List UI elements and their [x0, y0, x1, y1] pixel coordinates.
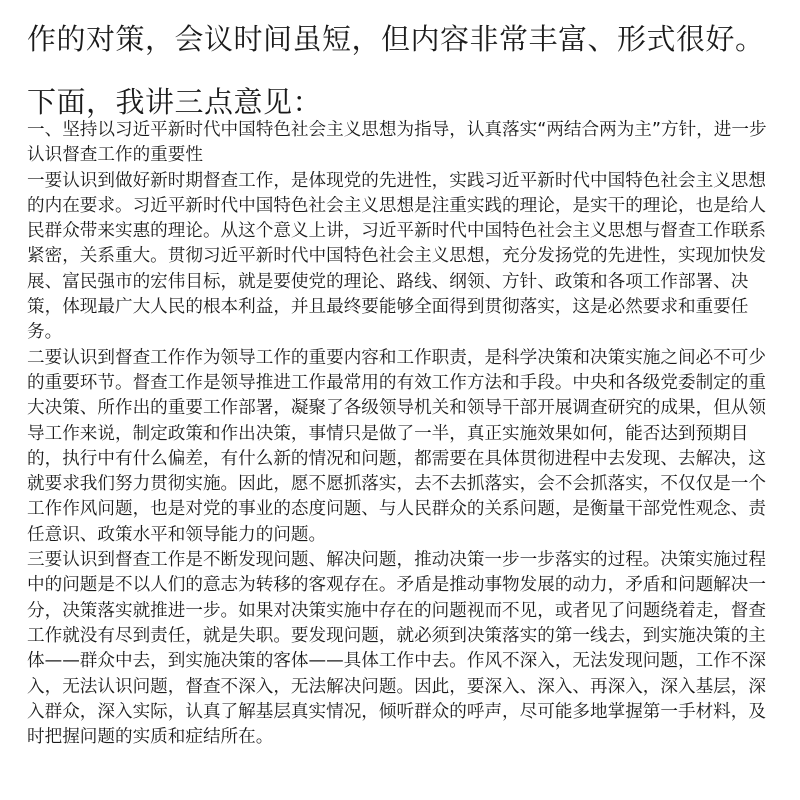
- section-heading-1: 一、坚持以习近平新时代中国特色社会主义思想为指导，认真落实“两结合两为主”方针，进一步认识督查工作的重要性: [27, 120, 767, 166]
- intro-text: 作的对策，会议时间虽短，但内容非常丰富、形式很好。下面，我讲三点意见：: [27, 22, 765, 119]
- paragraph-3: 三要认识到督查工作是不断发现问题、解决问题，推动决策一步一步落实的过程。决策实施过程中的问题是不以人们的意志为转移的客观存在。矛盾是推动事物发展的动力，矛盾和问题解决一分，决策落实就推进一步。如果对决策实施中存在的问题视而不见，或者见了问题绕着走，督查工作就没有尽到责任，就是失职。要发现问题，就必须到决策落实的第一线去，到实施决策的主体——群众中去，到实施决策的客体——具体工作中去。作风不深入，无法发现问题，工作不深入，无法认识问题，督查不深入，无法解决问题。因此，要深入、深入、再深入，深入基层，深入群众，深入实际，认真了解基层真实情况，倾听群众的呼声，尽可能多地掌握第一手材料，及时把握问题的实质和症结所在。: [27, 550, 766, 748]
- document-body: [27, 118, 783, 750]
- paragraph-1: 一要认识到做好新时期督查工作，是体现党的先进性，实践习近平新时代中国特色社会主义思想的内在要求。习近平新时代中国特色社会主义思想是注重实践的理论，是实干的理论，也是给人民群众带来实惠的理论。从这个意义上讲，习近平新时代中国特色社会主义思想与督查工作联系紧密，关系重大。贯彻习近平新时代中国特色社会主义思想，充分发扬党的先进性，实现加快发展、富民强市的宏伟目标，就是要使党的理论、路线、纲领、方针、政策和各项工作部署、决策，体现最广大人民的根本利益，并且最终要能够全面得到贯彻落实，这是必然要求和重要任务。: [27, 170, 766, 343]
- paragraph-2: 二要认识到督查工作作为领导工作的重要内容和工作职责，是科学决策和决策实施之间必不可少的重要环节。督查工作是领导推进工作最常用的有效工作方法和手段。中央和各级党委制定的重大决策、所作出的重要工作部署，凝聚了各级领导机关和领导干部开展调查研究的成果，但从领导工作来说，制定政策和作出决策，事情只是做了一半，真正实施效果如何，能否达到预期目的，执行中有什么偏差，有什么新的情况和问题，都需要在具体贯彻进程中去发现、去解决，这就要求我们努力贯彻实施。因此，愿不愿抓落实，去不去抓落实，会不会抓落实，不仅仅是一个工作作风问题，也是对党的事业的态度问题、与人民群众的关系问题，是衡量干部党性观念、责任意识、政策水平和领导能力的问题。: [27, 347, 766, 545]
